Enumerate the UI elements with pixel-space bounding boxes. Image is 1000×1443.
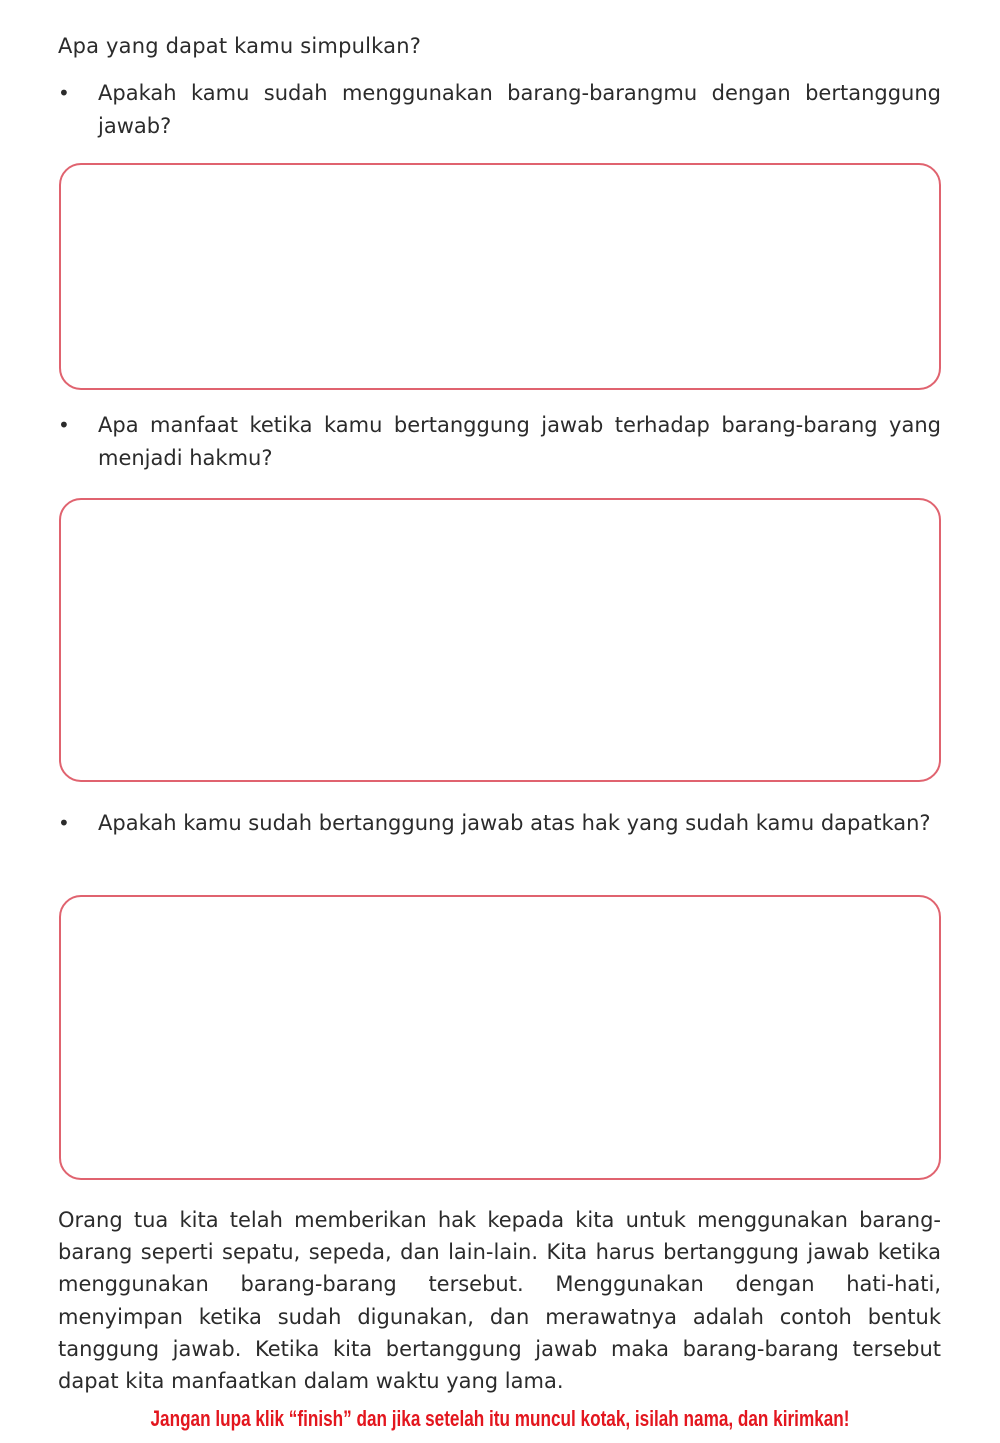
question-1-text: Apakah kamu sudah menggunakan barang-barangmu dengan bertanggung jawab? (98, 81, 941, 138)
bullet: • (58, 811, 70, 835)
bullet: • (58, 413, 70, 437)
question-2-text: Apa manfaat ketika kamu bertanggung jawab terhadap barang-barang yang menjadi hakmu? (98, 413, 941, 470)
closing-paragraph: Orang tua kita telah memberikan hak kepada kita untuk menggunakan barang-barang seperti sepatu, sepeda, dan lain-lain. Kita harus bertanggung jawab ketika menggunakan barang-barang tersebut. Menggunakan dengan hati-hati, menyimpan ketika sudah digunakan, dan merawatnya adalah contoh bentuk tanggung jawab. Ketika kita bertanggung jawab maka barang-barang tersebut dapat kita manfaatkan dalam waktu yang lama. (58, 1208, 941, 1394)
intro-heading: Apa yang dapat kamu simpulkan? (58, 34, 422, 58)
answer-box-2[interactable] (59, 498, 941, 782)
question-2 (58, 409, 941, 475)
finish-reminder: Jangan lupa klik “finish” dan jika setelah itu muncul kotak, isilah nama, dan kirimkan! (150, 1406, 850, 1431)
answer-box-3[interactable] (59, 895, 941, 1180)
question-3-text: Apakah kamu sudah bertanggung jawab atas hak yang sudah kamu dapatkan? (98, 811, 931, 835)
bullet: • (58, 81, 70, 105)
question-3 (58, 807, 941, 840)
answer-box-1[interactable] (59, 163, 941, 390)
question-1 (58, 77, 941, 143)
